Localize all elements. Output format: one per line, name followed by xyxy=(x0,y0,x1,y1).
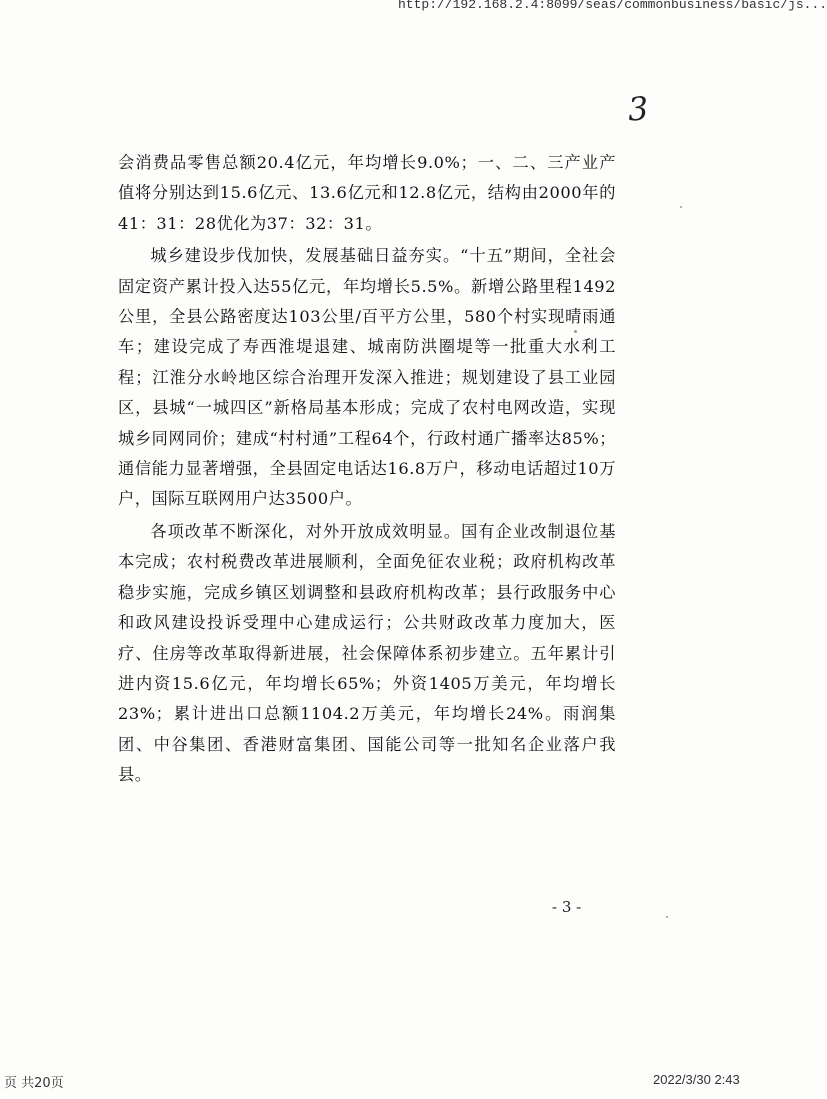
footer-page-count: 页 共20页 xyxy=(4,1076,64,1091)
document-body xyxy=(118,148,616,791)
scan-speck xyxy=(666,916,668,918)
print-url-header: http://192.168.2.4:8099/seas/commonbusiness/basic/js... xyxy=(398,0,827,12)
body-paragraph: 城乡建设步伐加快，发展基础日益夯实。“十五”期间，全社会固定资产累计投入达55亿元，年均增长5.5%。新增公路里程1492公里，全县公路密度达103公里/百平方公里，580个村实现晴雨通车；建设完成了寿西淮堤退建、城南防洪圈堤等一批重大水利工程；江淮分水岭地区综合治理开发深入推进；规划建设了县工业园区，县城“一城四区”新格局基本形成；完成了农村电网改造，实现城乡同网同价；建成“村村通”工程64个，行政村通广播率达85%；通信能力显著增强，全县固定电话达16.8万户，移动电话超过10万户，国际互联网用户达3500户。 xyxy=(118,246,616,509)
body-paragraph: 各项改革不断深化，对外开放成效明显。国有企业改制退位基本完成；农村税费改革进展顺利，全面免征农业税；政府机构改革稳步实施，完成乡镇区划调整和县政府机构改革；县行政服务中心和政风建设投诉受理中心建成运行；公共财政改革力度加大，医疗、住房等改革取得新进展，社会保障体系初步建立。五年累计引进内资15.6亿元，年均增长65%；外资1405万美元，年均增长23%；累计进出口总额1104.2万美元，年均增长24%。雨润集团、中谷集团、香港财富集团、国能公司等一批知名企业落户我县。 xyxy=(118,521,616,785)
scan-speck xyxy=(574,330,577,333)
footer-timestamp: 2022/3/30 2:43 xyxy=(653,1072,740,1087)
handwritten-page-number: 3 xyxy=(626,89,650,129)
page-number: - 3 - xyxy=(552,898,582,916)
body-paragraph: 会消费品零售总额20.4亿元，年均增长9.0%；一、二、三产业产值将分别达到15.6亿元、13.6亿元和12.8亿元，结构由2000年的41：31：28优化为37：32：31。 xyxy=(118,153,616,233)
scan-speck xyxy=(680,206,682,208)
